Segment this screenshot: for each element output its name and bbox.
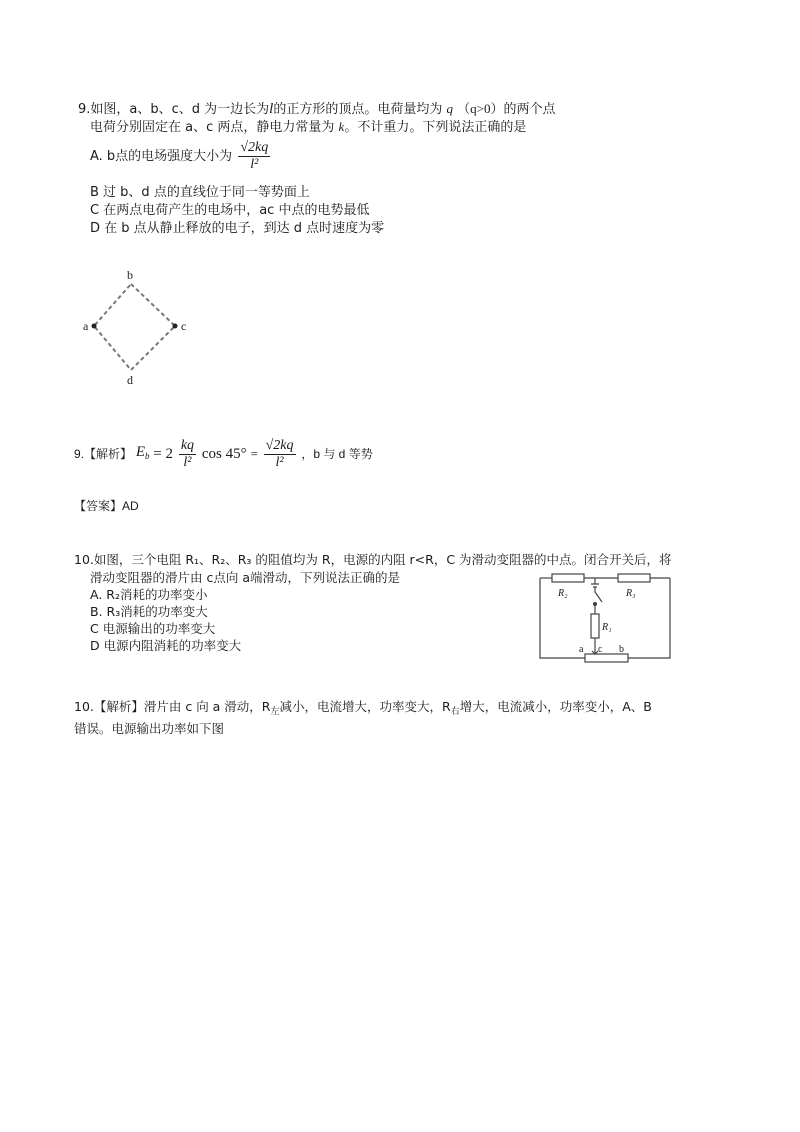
r2-label: R₂ xyxy=(558,588,568,599)
q9-option-d: D 在 b 点从静止释放的电子，到达 d 点时速度为零 xyxy=(90,221,385,236)
terminal-b-label: b xyxy=(619,644,624,655)
q10-option-c: C 电源输出的功率变大 xyxy=(90,621,216,636)
cos-term: cos 45° xyxy=(201,446,247,462)
equals-sign: = xyxy=(250,446,258,461)
q9-option-a-numerator: √2kq xyxy=(240,140,269,155)
square-outline xyxy=(94,284,175,370)
vertex-a-label: a xyxy=(83,319,89,333)
q9-answer: 【答案】AD xyxy=(74,499,139,513)
resistor-r2 xyxy=(552,574,584,582)
q9-option-a-text: A. b点的电场强度大小为 xyxy=(90,149,233,164)
equals-two: = 2 xyxy=(153,446,173,462)
q9-stem-text-a: 9.如图，a、b、c、d 为一边长为 xyxy=(78,102,270,117)
q9-solution xyxy=(74,432,373,476)
fraction-1-numerator: kq xyxy=(180,437,195,453)
solution-fraction-2 xyxy=(264,438,296,471)
q9-stem-line1 xyxy=(78,100,555,118)
q-symbol: q xyxy=(446,101,453,116)
q10-option-d: D 电源内阻消耗的功率变大 xyxy=(90,638,242,653)
fraction-2-denominator: l² xyxy=(275,454,284,470)
q9-square-figure xyxy=(70,262,210,392)
switch-symbol xyxy=(595,592,602,602)
q10-solution-text-a: 10.【解析】滑片由 c 向 a 滑动，R xyxy=(74,699,271,714)
q9-option-a-denominator: l² xyxy=(250,157,259,172)
fraction-1-denominator: l² xyxy=(183,454,192,470)
rheostat xyxy=(585,654,628,662)
e-subscript: b xyxy=(145,451,150,461)
q10-stem-line1: 10.如图，三个电阻 R₁、R₂、R₃ 的阻值均为 R，电源的内阻 r<R，C 为滑动变阻器的中点。闭合开关后，将 xyxy=(74,552,672,567)
q10-solution-line1 xyxy=(74,698,652,721)
q9-option-b: B 过 b、d 点的直线位于同一等势面上 xyxy=(90,185,310,200)
resistor-r3 xyxy=(618,574,650,582)
l-symbol: l xyxy=(269,101,274,117)
right-subscript: 右 xyxy=(450,707,460,717)
q9-option-c: C 在两点电荷产生的电场中，ac 中点的电势最低 xyxy=(90,203,370,218)
q10-circuit-figure xyxy=(532,570,677,665)
q9-stem-text-d: 电荷分别固定在 a、c 两点，静电力常量为 xyxy=(90,120,335,135)
terminal-c-label: c xyxy=(598,644,603,655)
resistor-r1 xyxy=(591,614,599,638)
q9-solution-suffix: ，b 与 d 等势 xyxy=(301,447,373,461)
q9-option-a-fraction xyxy=(238,140,270,173)
q9-option-a xyxy=(90,140,272,173)
vertex-c-label: c xyxy=(181,319,187,333)
q9-stem-text-e: 。不计重力。下列说法正确的是 xyxy=(344,120,527,135)
q10-option-a: A. R₂消耗的功率变小 xyxy=(90,587,208,602)
r3-label: R₃ xyxy=(626,588,636,599)
switch-contact xyxy=(594,603,597,606)
q10-solution-text-c: 增大，电流减小，功率变小，A、B xyxy=(459,699,652,714)
q10-solution-line2: 错误。电源输出功率如下图 xyxy=(74,721,225,736)
left-subscript: 左 xyxy=(270,707,280,717)
q10-option-b: B. R₃消耗的功率变大 xyxy=(90,604,208,619)
battery-symbol xyxy=(591,578,599,592)
solution-fraction-1 xyxy=(179,438,196,471)
q-condition: （q>0） xyxy=(457,101,504,116)
fraction-2-numerator: √2kq xyxy=(265,437,294,453)
q9-stem-line2 xyxy=(90,118,526,136)
q10-stem-line2: 滑动变阻器的滑片由 c点向 a端滑动，下列说法正确的是 xyxy=(90,570,400,585)
q9-solution-prefix: 9.【解析】 xyxy=(74,447,133,461)
terminal-a-label: a xyxy=(579,644,584,655)
charge-a xyxy=(92,324,97,329)
e-symbol: E xyxy=(135,444,146,460)
field-symbol xyxy=(136,444,153,460)
q9-stem-text-c: 的两个点 xyxy=(503,102,556,117)
q10-solution-text-b: 减小，电流增大，功率变大，R xyxy=(279,699,451,714)
r1-label: R₁ xyxy=(602,622,612,633)
k-symbol: k xyxy=(338,119,345,134)
vertex-b-label: b xyxy=(127,268,133,282)
q9-stem-text-b: 的正方形的顶点。电荷量均为 xyxy=(273,102,443,117)
charge-c xyxy=(173,324,178,329)
vertex-d-label: d xyxy=(127,373,133,387)
